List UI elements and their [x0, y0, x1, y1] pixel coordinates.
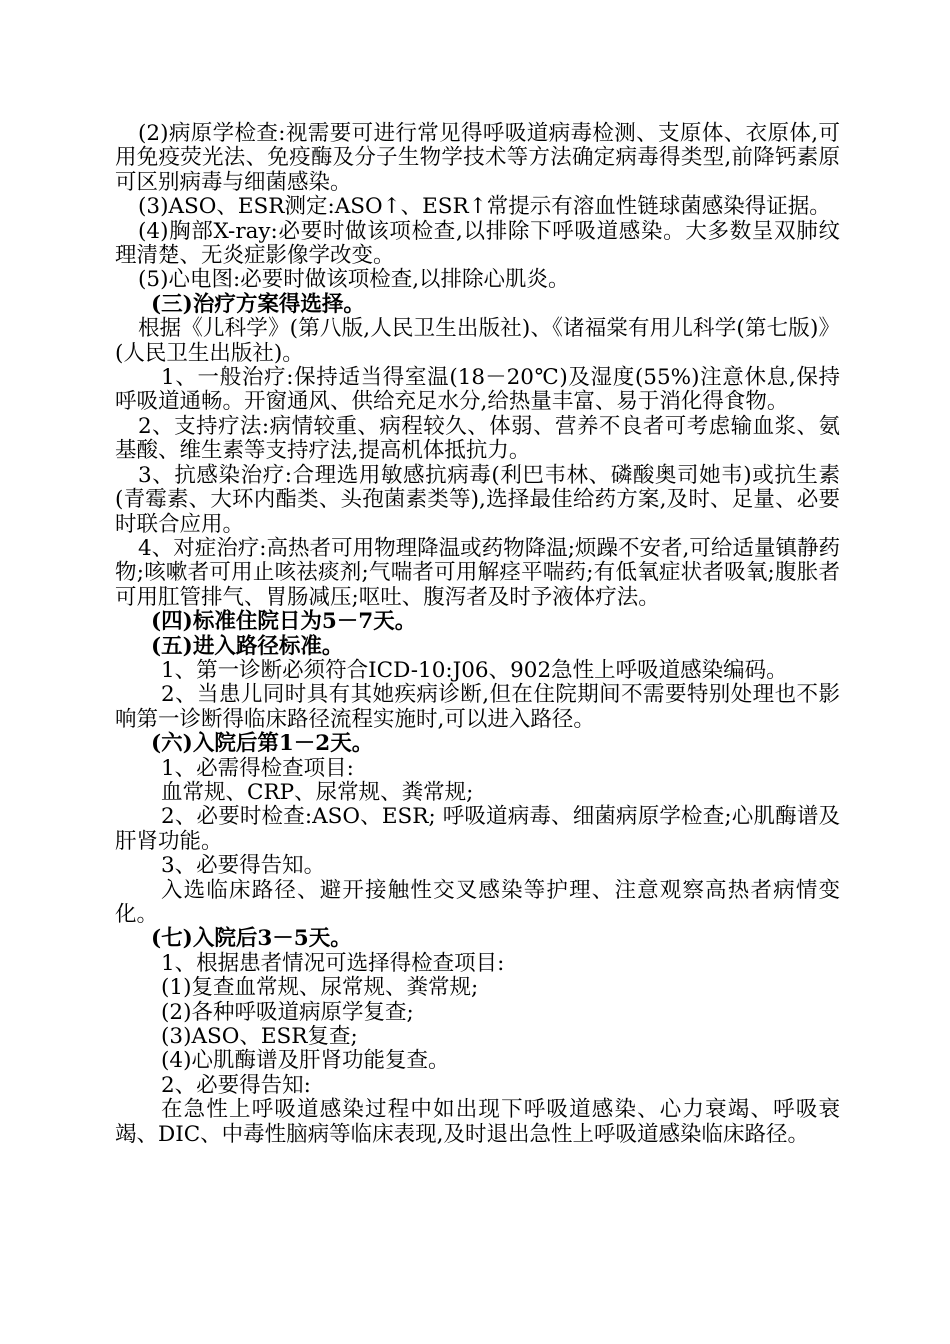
- paragraph-general-treatment: 1、一般治疗:保持适当得室温(18－20℃)及湿度(55%)注意休息,保持呼吸道通畅。开窗通风、供给充足水分,给热量丰富、易于消化得食物。: [115, 365, 840, 415]
- paragraph-routine-tests: 血常规、CRP、尿常规、粪常规;: [161, 779, 474, 805]
- heading-day-1-2: (六)入院后第1－2天。: [151, 731, 374, 757]
- paragraph-required-tests: 1、必需得检查项目:: [161, 755, 354, 781]
- paragraph-anti-infection: 3、抗感染治疗:合理选用敏感抗病毒(利巴韦林、磷酸奥司她韦)或抗生素(青霉素、大环内酯类、头孢菌素类等),选择最佳给药方案,及时、足量、必要时联合应用。: [115, 462, 840, 537]
- heading-day-3-5: (七)入院后3－5天。: [151, 926, 352, 952]
- paragraph-aso-esr: (3)ASO、ESR测定:ASO↑、ESR↑常提示有溶血性链球菌感染得证据。: [138, 194, 831, 220]
- paragraph-diagnosis-code: 1、第一诊断必须符合ICD-10:J06、902急性上呼吸道感染编码。: [161, 657, 788, 683]
- paragraph-recheck-enzymes: (4)心肌酶谱及肝肾功能复查。: [161, 1048, 450, 1074]
- paragraph-ecg: (5)心电图:必要时做该项检查,以排除心肌炎。: [138, 267, 570, 293]
- paragraph-optional-tests: 2、必要时检查:ASO、ESR; 呼吸道病毒、细菌病原学检查;心肌酶谱及肝肾功能。: [115, 804, 840, 854]
- paragraph-recheck-blood: (1)复查血常规、尿常规、粪常规;: [161, 975, 479, 1001]
- paragraph-chest-xray: (4)胸部X-ray:必要时做该项检查,以排除下呼吸道感染。大多数呈双肺纹理清楚、无炎症影像学改变。: [115, 218, 840, 269]
- paragraph-supportive-therapy: 2、支持疗法:病情较重、病程较久、体弱、营养不良者可考虑输血浆、氨基酸、维生素等支持疗法,提高机体抵抗力。: [115, 413, 840, 464]
- paragraph-selectable-tests: 1、根据患者情况可选择得检查项目:: [161, 950, 505, 976]
- paragraph-recheck-pathogen: (2)各种呼吸道病原学复查;: [161, 999, 414, 1025]
- paragraph-notice-content: 入选临床路径、避开接触性交叉感染等护理、注意观察高热者病情变化。: [115, 877, 840, 927]
- paragraph-comorbidity: 2、当患儿同时具有其她疾病诊断,但在住院期间不需要特别处理也不影响第一诊断得临床路径流程实施时,可以进入路径。: [115, 682, 840, 732]
- paragraph-notice-heading: 3、必要得告知。: [161, 853, 326, 879]
- paragraph-pathogen-test: (2)病原学检查:视需要可进行常见得呼吸道病毒检测、支原体、衣原体,可用免疫荧光法、免疫酶及分子生物学技术等方法确定病毒得类型,前降钙素原可区别病毒与细菌感染。: [115, 121, 840, 195]
- heading-hospital-stay: (四)标准住院日为5－7天。: [151, 609, 417, 635]
- heading-treatment-plan: (三)治疗方案得选择。: [151, 291, 365, 317]
- paragraph-reference: 根据《儿科学》(第八版,人民卫生出版社)、《诸福棠有用儿科学(第七版)》(人民卫生出版社)。: [115, 316, 840, 366]
- heading-path-criteria: (五)进入路径标准。: [151, 633, 344, 659]
- document-page: [115, 122, 840, 1147]
- paragraph-notice-heading-2: 2、必要得告知:: [161, 1072, 311, 1098]
- paragraph-exit-criteria: 在急性上呼吸道感染过程中如出现下呼吸道感染、心力衰竭、呼吸衰竭、DIC、中毒性脑病等临床表现,及时退出急性上呼吸道感染临床路径。: [115, 1097, 840, 1147]
- paragraph-symptomatic: 4、对症治疗:高热者可用物理降温或药物降温;烦躁不安者,可给适量镇静药物;咳嗽者可用止咳祛痰剂;气喘者可用解痉平喘药;有低氧症状者吸氧;腹胀者可用肛管排气、胃肠减压;呕吐、腹泻者及时予液体疗法。: [115, 535, 840, 610]
- paragraph-recheck-aso-esr: (3)ASO、ESR复查;: [161, 1024, 358, 1050]
